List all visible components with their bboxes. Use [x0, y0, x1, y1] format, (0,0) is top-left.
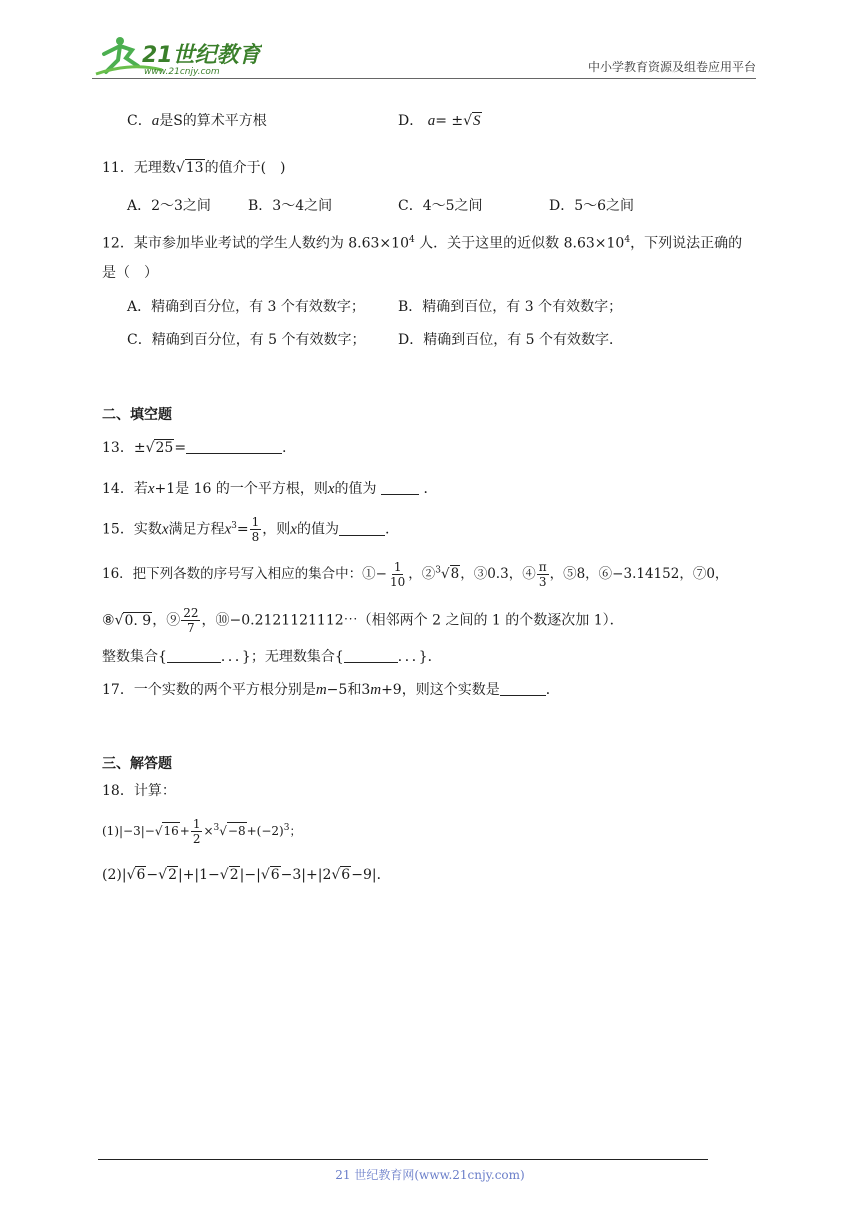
q16-line1: 16．把下列各数的序号写入相应的集合中：①− $\frac{1}{10}$ ，②$^3$√8，③0.3，④ $\frac{\pi}{3}$ ，⑤8，⑥−3.14152，⑦0，: [102, 560, 729, 589]
footer-text[interactable]: 21 世纪教育网(www.21cnjy.com): [335, 1168, 525, 1182]
header-platform-text: 中小学教育资源及组卷应用平台: [587, 60, 756, 74]
q13-answer-blank[interactable]: [186, 439, 282, 454]
q17-answer-blank[interactable]: [500, 681, 546, 696]
q12-stem-line2: 是（ ）: [102, 265, 158, 281]
q12-option-d: D．精确到百位，有 5 个有效数字．: [398, 332, 624, 348]
q18-part1: (1)|−3|−√16+ $\frac{1}{2}$ $\times^3√-8+(-2)^3$；: [102, 817, 302, 846]
q10-option-d: D． a= ±√S: [398, 113, 481, 129]
q16-integer-set-blank[interactable]: [167, 648, 221, 663]
q13: 13．±√25= .: [102, 440, 287, 456]
header-divider: [92, 78, 756, 79]
logo-url: www.21cnjy.com: [144, 67, 220, 77]
q15-answer-blank[interactable]: [339, 521, 385, 536]
q18-part2: (2)|√6−√2|+|1−√2|−|√6−3|+|2√6−9|．: [102, 867, 391, 883]
site-logo: [92, 32, 262, 80]
q12-stem-line1: 12．某市参加毕业考试的学生人数约为 $8.63\times 10^4$ 人．关于这里的近似数 $8.63\times 10^4$，下列说法正确的: [102, 235, 743, 252]
q16-irrational-set-blank[interactable]: [344, 648, 398, 663]
q11-option-a: A．2～3之间: [127, 198, 211, 214]
section-title-fill-in: 二、填空题: [102, 407, 172, 423]
q11-stem: 11．无理数√13的值介于( ): [102, 160, 286, 176]
q18-stem: 18．计算：: [102, 783, 176, 799]
section-title-solutions: 三、解答题: [102, 756, 172, 772]
q11-option-c: C．4～5之间: [398, 198, 483, 214]
q12-option-b: B．精确到百位，有 3 个有效数字；: [398, 299, 623, 315]
q11-option-b: B．3～4之间: [248, 198, 333, 214]
q11-option-d: D．5～6之间: [549, 198, 635, 214]
q10-option-c: C．a是S的算术平方根: [127, 113, 267, 129]
q15: 15．实数x满足方程$x^3=$ $\frac{1}{8}$ ，则x的值为 .: [102, 515, 390, 544]
q16-line2: ⑧√0. 9，⑨ $\frac{22}{7}$ ，⑩−0.2121121112⋯（相邻两个 2 之间的 1 的个数逐次加 1）．: [102, 606, 624, 635]
q16-sets: 整数集合{ ．．．}；无理数集合{ ．．．}．: [102, 649, 442, 665]
q17: 17．一个实数的两个平方根分别是m−5和3m+9，则这个实数是 ．: [102, 682, 560, 698]
q12-option-a: A．精确到百分位，有 3 个有效数字；: [127, 299, 365, 315]
q12-option-c: C．精确到百分位，有 5 个有效数字；: [127, 332, 366, 348]
logo-brand-text: 21世纪教育: [142, 43, 261, 68]
q14-answer-blank[interactable]: [381, 480, 419, 495]
q14: 14．若x+1是 16 的一个平方根，则x的值为 ．: [102, 481, 438, 497]
footer-divider: [98, 1159, 708, 1160]
